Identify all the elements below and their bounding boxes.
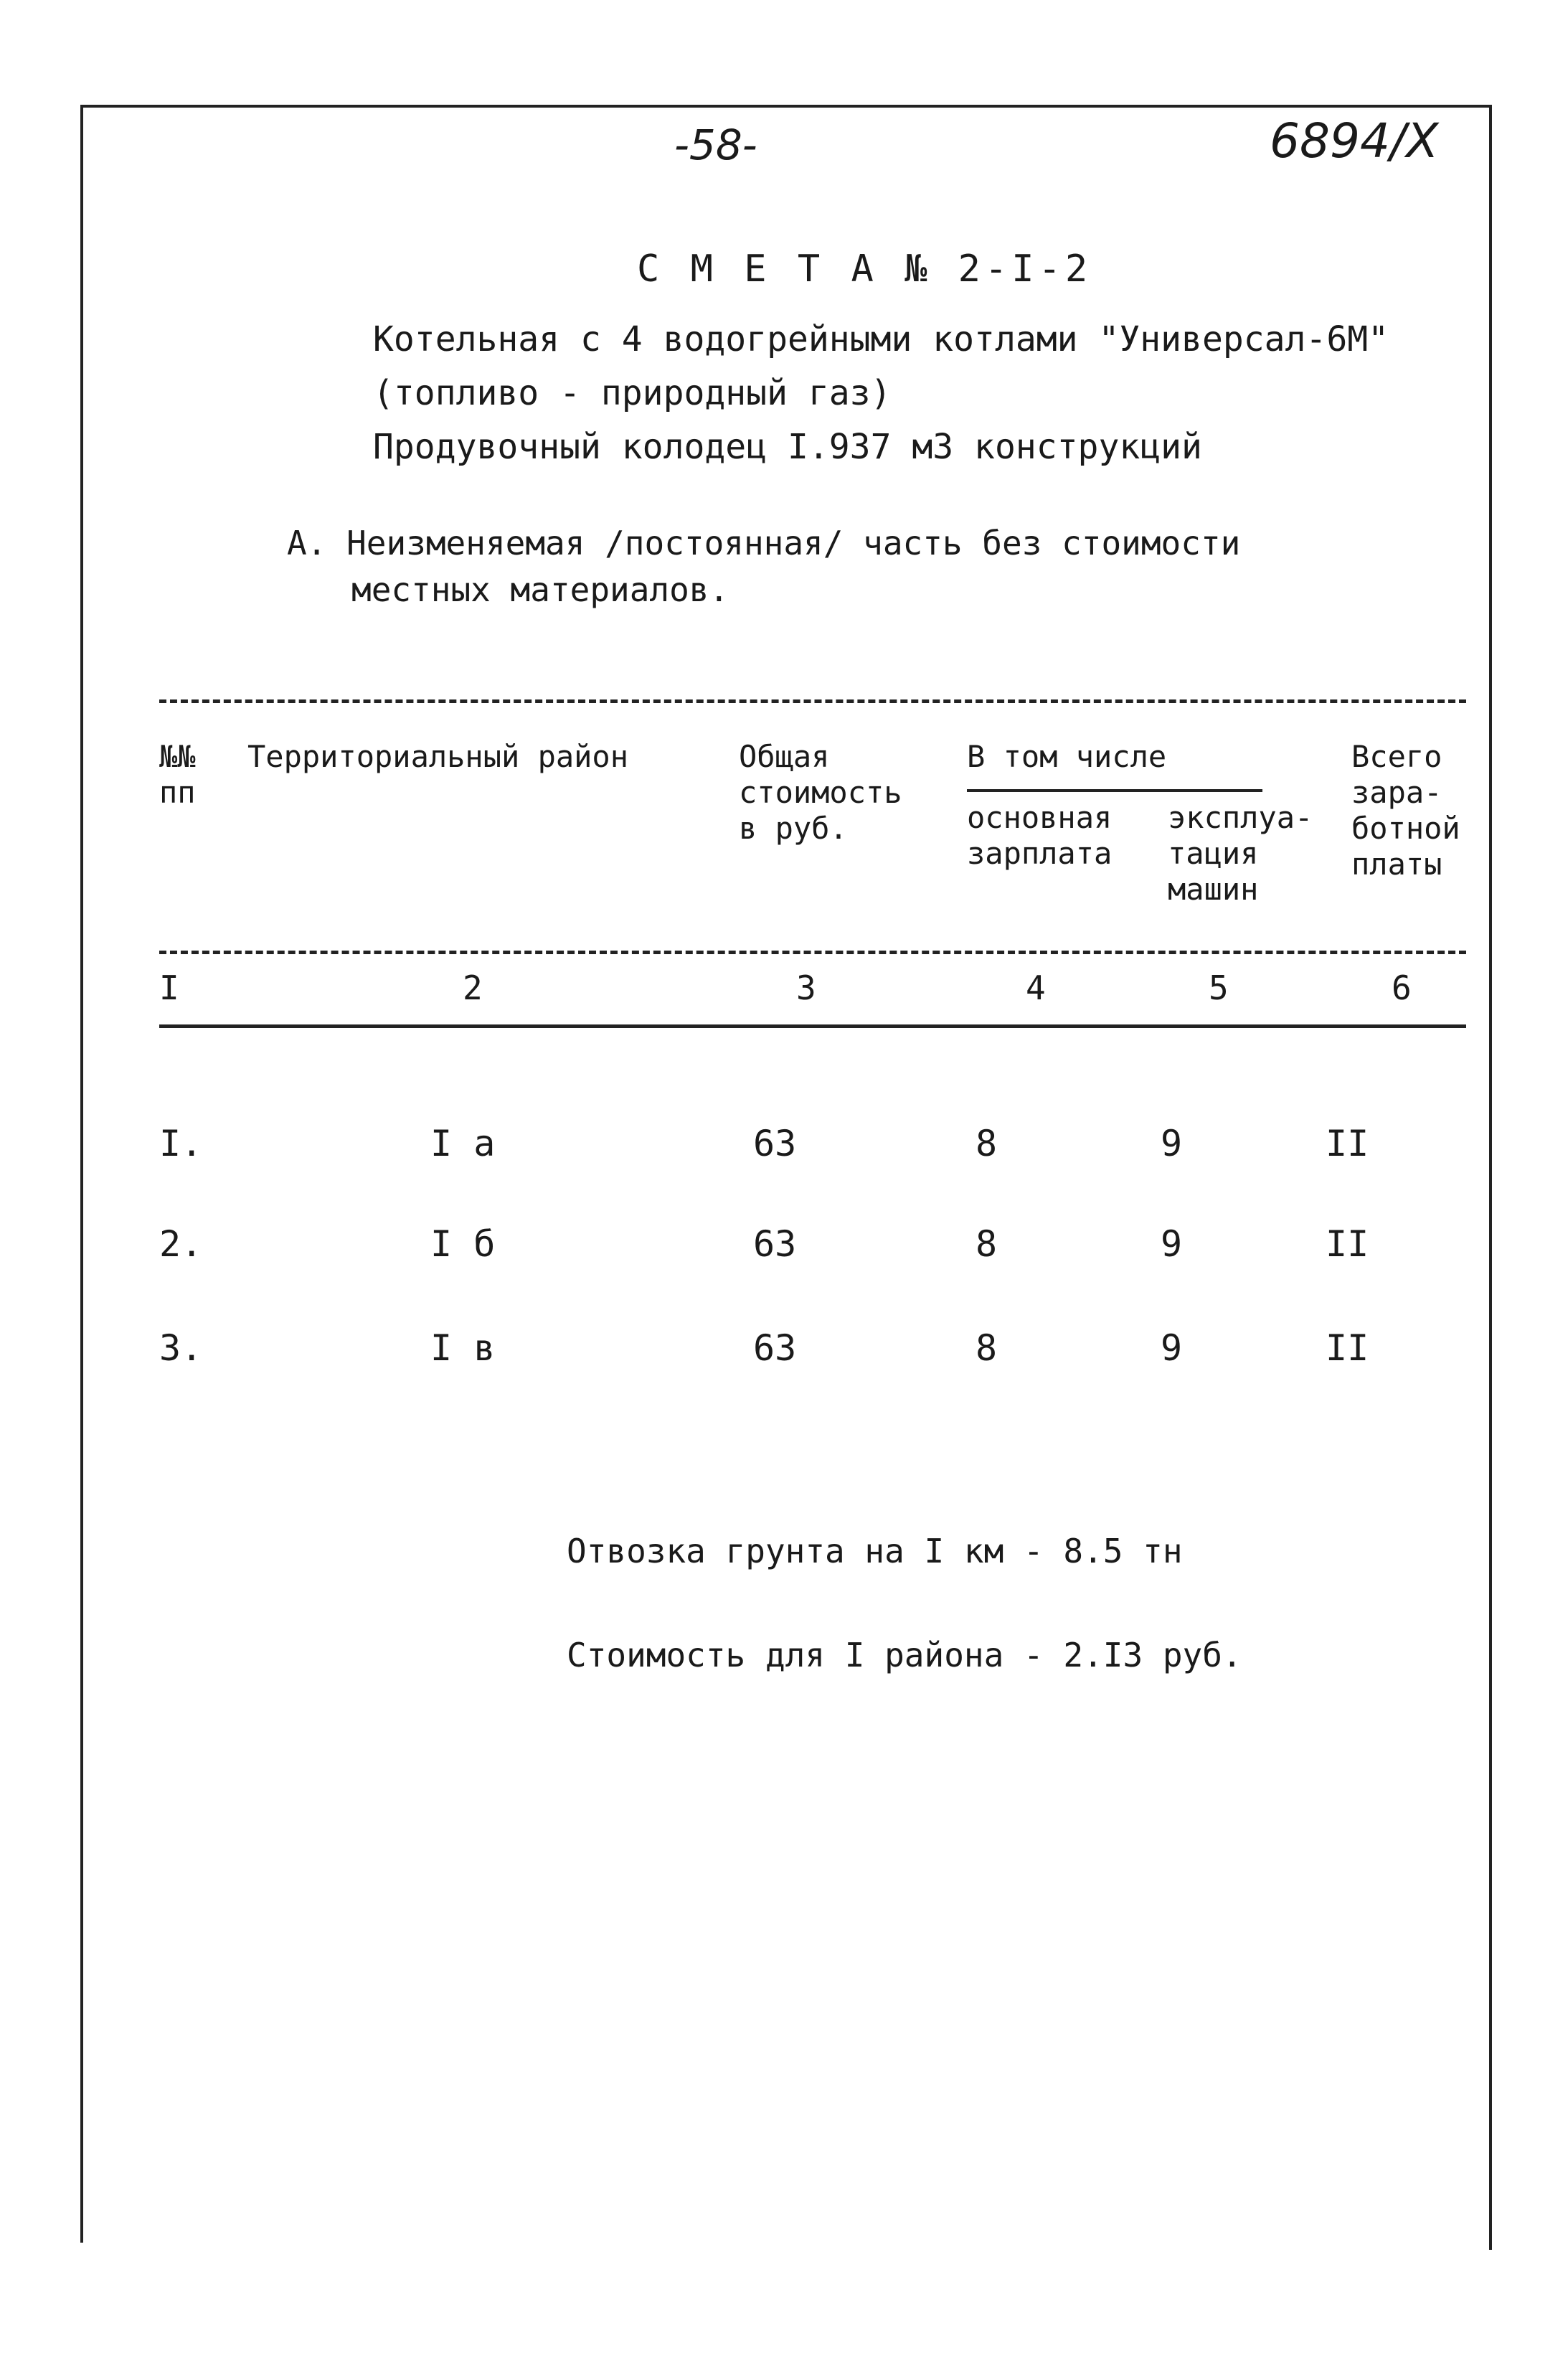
row-salary: 8 xyxy=(976,1123,998,1164)
row-total: 63 xyxy=(753,1123,797,1164)
col-number-3: 3 xyxy=(796,969,816,1007)
table-top-rule xyxy=(159,699,1466,703)
header-region: Территориальный район xyxy=(247,739,629,774)
page-border-top xyxy=(80,105,1492,108)
row-region: I б xyxy=(430,1223,496,1265)
row-wages: II xyxy=(1326,1123,1369,1164)
col-number-5: 5 xyxy=(1209,969,1229,1007)
row-num: 2. xyxy=(159,1223,203,1265)
column-numbers-rule xyxy=(159,1024,1466,1028)
header-salary: основная зарплата xyxy=(967,800,1113,871)
subtitle-line-3: Продувочный колодец I.937 м3 конструкций xyxy=(373,427,1202,467)
row-wages: II xyxy=(1326,1327,1369,1369)
document-title: С М Е Т А № 2-I-2 xyxy=(637,248,1092,291)
header-bottom-rule xyxy=(159,951,1466,954)
footer-line-2: Стоимость для I района - 2.I3 руб. xyxy=(567,1636,1242,1674)
col-number-2: 2 xyxy=(463,969,483,1007)
section-heading-cont: местных материалов. xyxy=(351,570,729,609)
page-border-right xyxy=(1489,105,1492,2250)
header-total: Общая стоимость в руб. xyxy=(739,739,902,846)
page-border-left xyxy=(80,105,83,2243)
row-region: I в xyxy=(430,1327,496,1369)
row-machines: 9 xyxy=(1161,1223,1183,1265)
row-num: 3. xyxy=(159,1327,203,1369)
section-heading: А. Неизменяемая /постоянная/ часть без стоимости xyxy=(287,524,1241,562)
col-number-1: I xyxy=(159,969,179,1007)
col-number-4: 4 xyxy=(1026,969,1046,1007)
row-machines: 9 xyxy=(1161,1123,1183,1164)
document-number: 6894/X xyxy=(1270,113,1439,169)
row-machines: 9 xyxy=(1161,1327,1183,1369)
col-number-6: 6 xyxy=(1392,969,1412,1007)
header-machines: эксплуа- тация машин xyxy=(1168,800,1313,907)
header-group-underline xyxy=(967,789,1262,792)
row-total: 63 xyxy=(753,1223,797,1265)
page-number: -58- xyxy=(674,121,757,169)
subtitle-line-2: (топливо - природный газ) xyxy=(373,373,892,413)
row-wages: II xyxy=(1326,1223,1369,1265)
row-num: I. xyxy=(159,1123,203,1164)
row-total: 63 xyxy=(753,1327,797,1369)
row-region: I а xyxy=(430,1123,496,1164)
subtitle-line-1: Котельная с 4 водогрейными котлами "Универсал-6М" xyxy=(373,319,1389,359)
footer-line-1: Отвозка грунта на I км - 8.5 тн xyxy=(567,1532,1183,1570)
row-salary: 8 xyxy=(976,1327,998,1369)
header-wages: Всего зара- ботной платы xyxy=(1351,739,1460,882)
header-num: №№ пп xyxy=(159,739,196,810)
row-salary: 8 xyxy=(976,1223,998,1265)
header-group: В том числе xyxy=(967,739,1167,774)
